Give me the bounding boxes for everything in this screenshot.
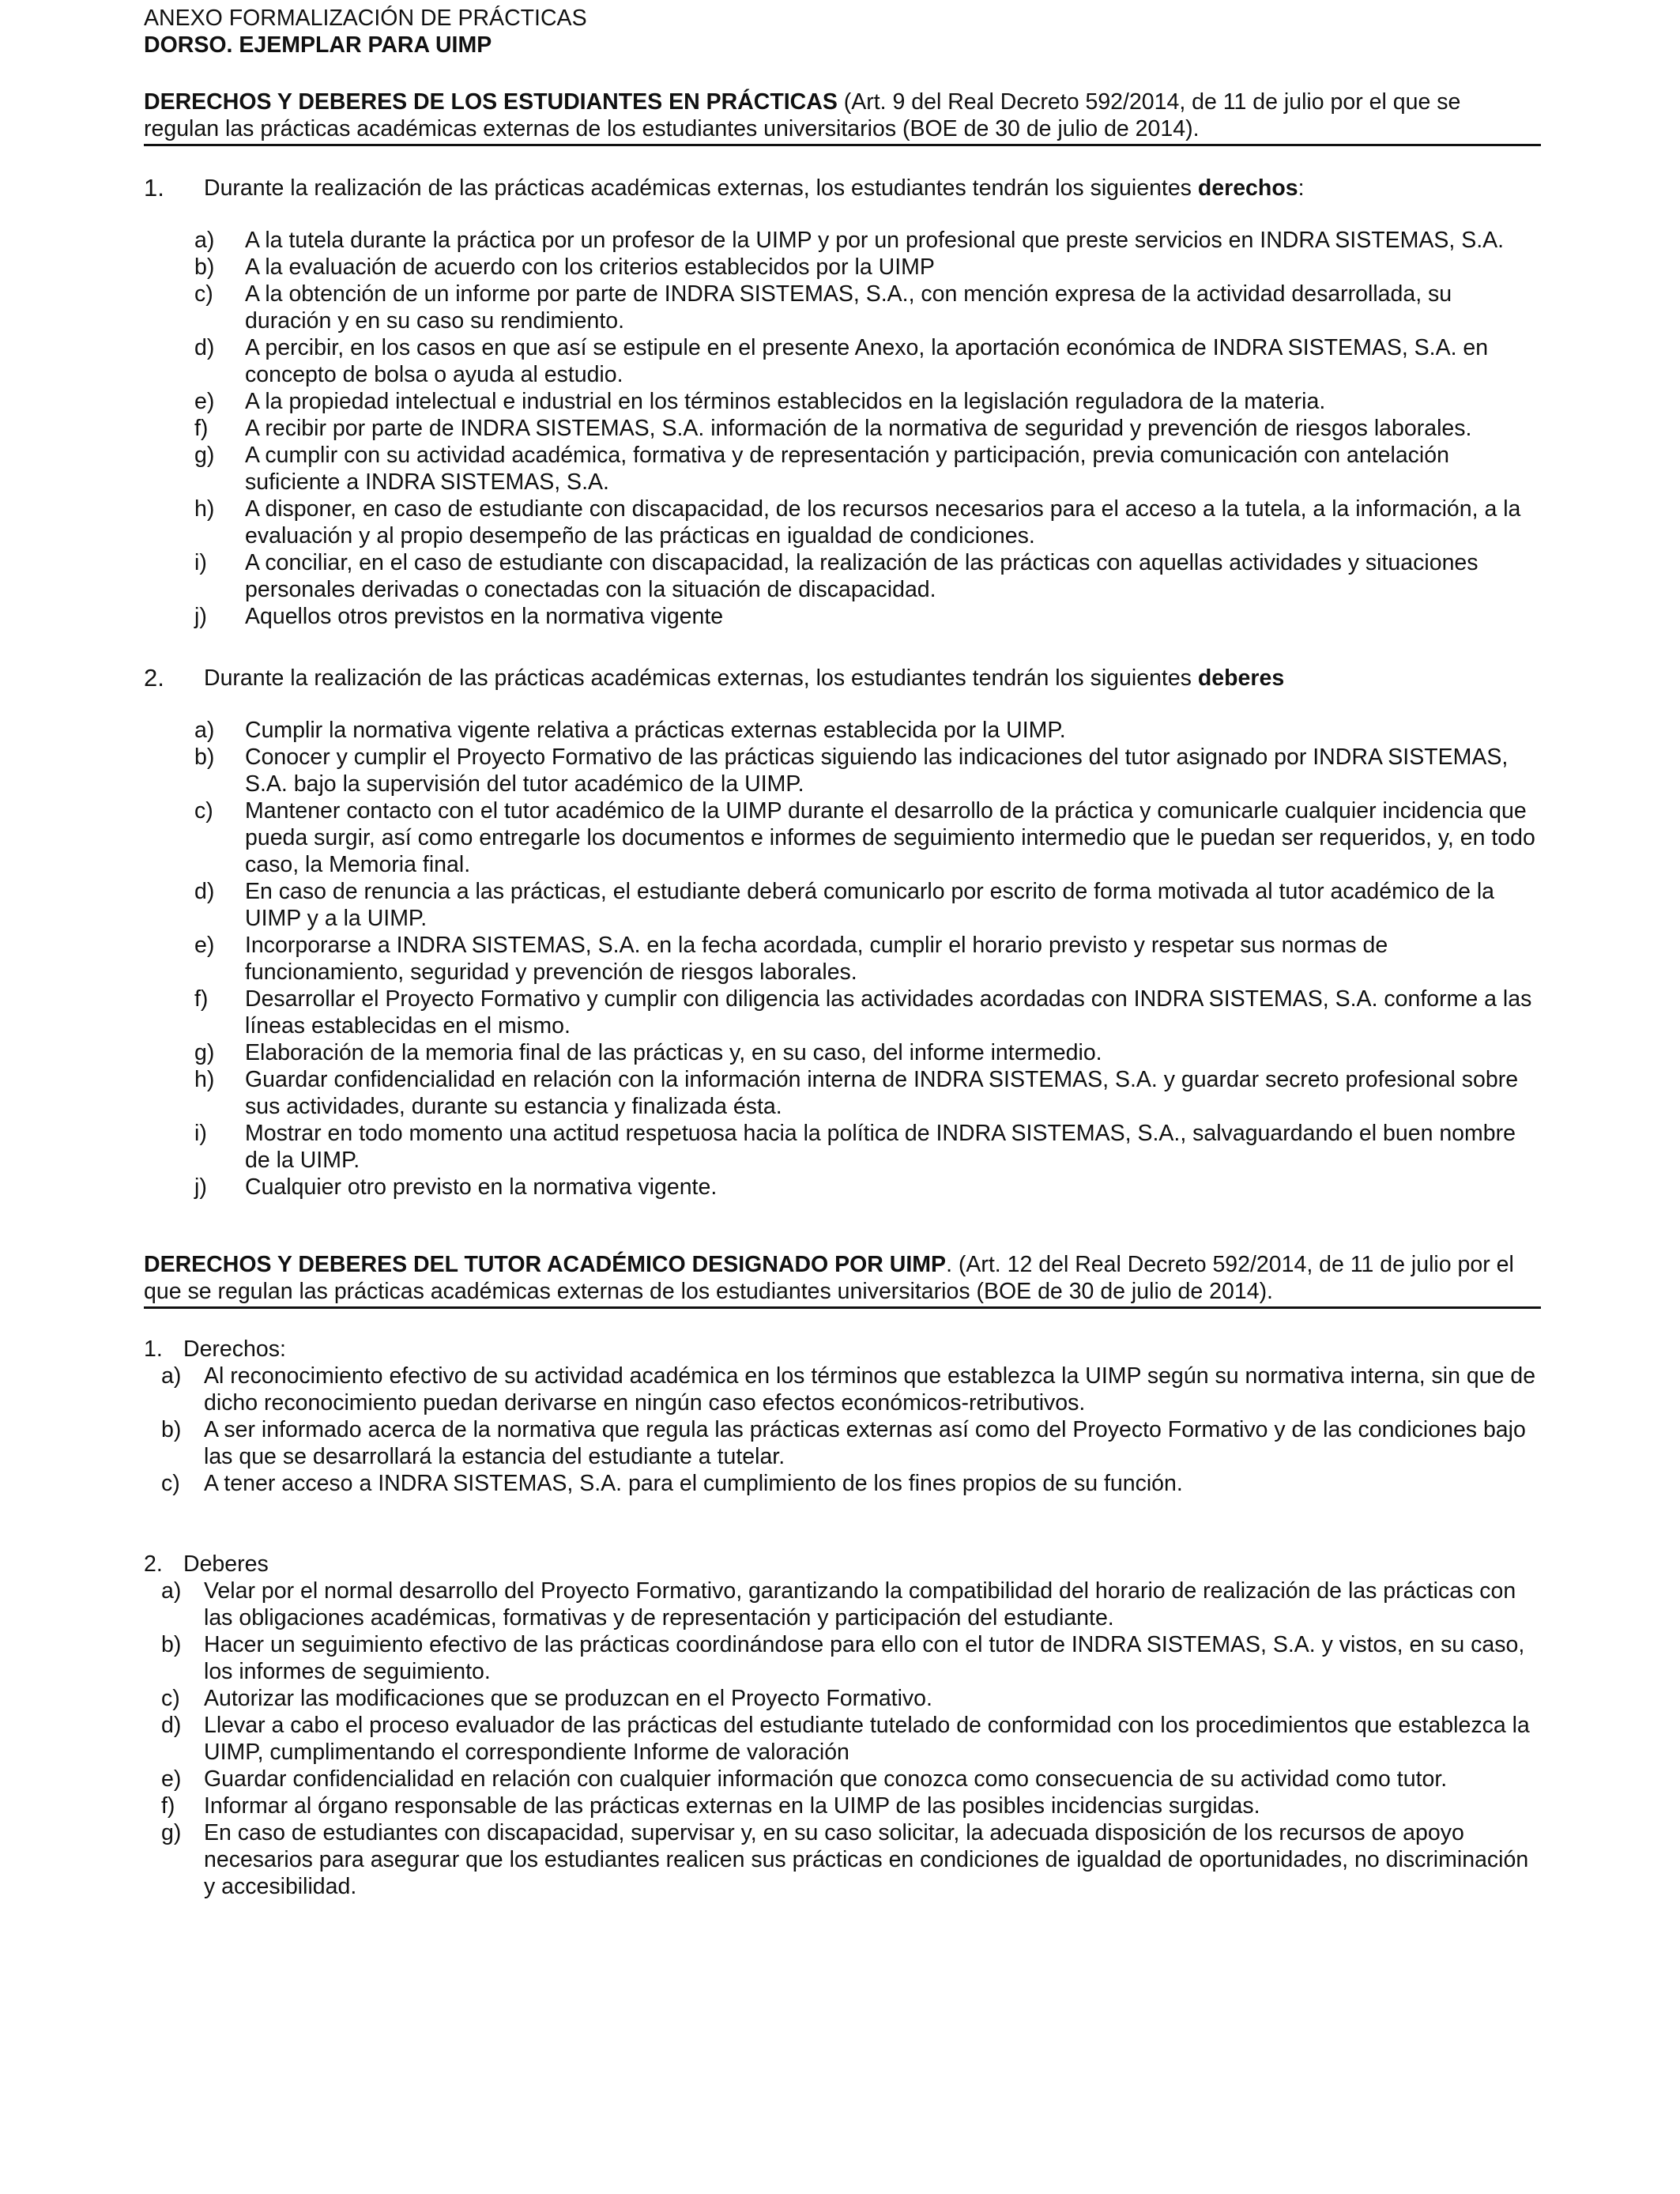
student-duties-list: [144, 717, 1541, 1201]
list-item-text: Velar por el normal desarrollo del Proyecto Formativo, garantizando la compatibilidad del horario de realización de las prácticas con las obligaciones académicas, formativas y de representación y participación del estudiante.: [204, 1578, 1516, 1630]
list-item-text: A la evaluación de acuerdo con los criterios establecidos por la UIMP: [245, 254, 935, 280]
list-item-label: g): [194, 443, 215, 468]
student-duty-item: [144, 932, 1541, 986]
list-item-label: a): [161, 1363, 182, 1389]
list-item-label: f): [194, 986, 209, 1012]
list-item-label: b): [161, 1417, 182, 1442]
annex-title: ANEXO FORMALIZACIÓN DE PRÁCTICAS: [144, 6, 587, 31]
student-duty-item: [144, 1039, 1541, 1066]
student-right-item: [144, 549, 1541, 603]
student-duty-item: [144, 1066, 1541, 1120]
list-item-label: g): [161, 1820, 182, 1845]
list-item-label: b): [161, 1632, 182, 1657]
student-right-item: [144, 254, 1541, 281]
tutor-duty-item: [144, 1578, 1541, 1631]
list-item-text: Mantener contacto con el tutor académico de la UIMP durante el desarrollo de la práctica y comunicarle cualquier incidencia que pueda surgir, así como entregarle los documentos e informes de seguimiento intermedio que le puedan ser requeridos, y, en todo caso, la Memoria final.: [245, 798, 1535, 877]
student-right-item: [144, 496, 1541, 549]
list-item-text: Conocer y cumplir el Proyecto Formativo de las prácticas siguiendo las indicaciones del tutor asignado por INDRA SISTEMAS, S.A. bajo la supervisión del tutor académico de la UIMP.: [245, 745, 1509, 797]
student-right-item: [144, 281, 1541, 334]
list-item-text: A conciliar, en el caso de estudiante con discapacidad, la realización de las prácticas con aquellas actividades y situaciones personales derivadas o conectadas con la situación de discapacidad.: [245, 550, 1478, 602]
tutor-duty-item: [144, 1631, 1541, 1685]
student-duty-item: [144, 1120, 1541, 1174]
student-rights-intro: [144, 175, 1541, 202]
list-item-label: g): [194, 1040, 215, 1065]
student-rights-suffix: :: [1298, 175, 1305, 201]
students-section-title: DERECHOS Y DEBERES DE LOS ESTUDIANTES EN PRÁCTICAS: [144, 89, 838, 115]
list-item-text: En caso de estudiantes con discapacidad, supervisar y, en su caso solicitar, la adecuada disposición de los recursos de apoyo necesarios para asegurar que los estudiantes realicen sus prácticas en condiciones de igualdad de oportunidades, no discriminación y accesibilidad.: [204, 1820, 1529, 1899]
list-item-text: En caso de renuncia a las prácticas, el estudiante deberá comunicarlo por escrito de forma motivada al tutor académico de la UIMP y a la UIMP.: [245, 879, 1495, 931]
list-item-text: Incorporarse a INDRA SISTEMAS, S.A. en la fecha acordada, cumplir el horario previsto y respetar sus normas de funcionamiento, seguridad y prevención de riesgos laborales.: [245, 933, 1388, 985]
copy-label: DORSO. EJEMPLAR PARA UIMP: [144, 32, 492, 58]
student-rights-list: [144, 227, 1541, 630]
student-duties-intro: [144, 665, 1541, 692]
list-item-label: d): [194, 879, 215, 904]
list-item-text: A percibir, en los casos en que así se estipule en el presente Anexo, la aportación económica de INDRA SISTEMAS, S.A. en concepto de bolsa o ayuda al estudio.: [245, 335, 1489, 387]
tutor-duties-number: 2.: [144, 1551, 163, 1577]
list-item-label: e): [194, 389, 215, 414]
tutor-section-heading: [144, 1251, 1541, 1309]
student-duties-number: 2.: [144, 664, 164, 692]
list-item-text: Guardar confidencialidad en relación con la información interna de INDRA SISTEMAS, S.A. y guardar secreto profesional sobre sus actividades, durante su estancia y finalizada ésta.: [245, 1067, 1519, 1119]
tutor-duties-heading: [144, 1551, 1541, 1578]
tutor-rights-list: [144, 1363, 1541, 1497]
list-item-text: Cumplir la normativa vigente relativa a prácticas externas establecida por la UIMP.: [245, 718, 1066, 743]
student-right-item: [144, 442, 1541, 496]
student-duty-item: [144, 1174, 1541, 1201]
list-item-text: Elaboración de la memoria final de las prácticas y, en su caso, del informe intermedio.: [245, 1040, 1102, 1065]
list-item-label: b): [194, 254, 215, 280]
tutor-duties-list: [144, 1578, 1541, 1900]
list-item-label: c): [194, 281, 213, 307]
list-item-label: b): [194, 745, 215, 770]
student-duties-keyword: deberes: [1197, 665, 1285, 691]
tutor-duty-item: [144, 1793, 1541, 1819]
list-item-text: A la propiedad intelectual e industrial en los términos establecidos en la legislación reguladora de la materia.: [245, 389, 1326, 414]
list-item-text: A la obtención de un informe por parte de INDRA SISTEMAS, S.A., con mención expresa de la actividad desarrollada, su duración y en su caso su rendimiento.: [245, 281, 1452, 334]
tutor-section-title: DERECHOS Y DEBERES DEL TUTOR ACADÉMICO DESIGNADO POR UIMP: [144, 1252, 947, 1277]
student-right-item: [144, 227, 1541, 254]
student-duty-item: [144, 797, 1541, 878]
student-right-item: [144, 388, 1541, 415]
list-item-label: j): [194, 604, 207, 629]
document-page: [144, 5, 1541, 1900]
tutor-right-item: [144, 1416, 1541, 1470]
list-item-label: i): [194, 550, 207, 575]
students-section-heading: [144, 89, 1541, 146]
list-item-text: A recibir por parte de INDRA SISTEMAS, S.A. información de la normativa de seguridad y prevención de riesgos laborales.: [245, 416, 1472, 441]
list-item-text: A cumplir con su actividad académica, formativa y de representación y participación, previa comunicación con antelación suficiente a INDRA SISTEMAS, S.A.: [245, 443, 1449, 495]
list-item-label: f): [194, 416, 209, 441]
student-duty-item: [144, 986, 1541, 1039]
list-item-text: Mostrar en todo momento una actitud respetuosa hacia la política de INDRA SISTEMAS, S.A., salvaguardando el buen nombre de la UIMP.: [245, 1121, 1516, 1173]
list-item-label: h): [194, 496, 215, 522]
list-item-text: Aquellos otros previstos en la normativa vigente: [245, 604, 724, 629]
list-item-label: c): [161, 1471, 180, 1496]
list-item-label: c): [161, 1686, 180, 1711]
list-item-text: Informar al órgano responsable de las prácticas externas en la UIMP de las posibles incidencias surgidas.: [204, 1793, 1260, 1819]
student-duty-item: [144, 744, 1541, 797]
list-item-text: A disponer, en caso de estudiante con discapacidad, de los recursos necesarios para el acceso a la tutela, a la información, a la evaluación y al propio desempeño de las prácticas en igualdad de condiciones.: [245, 496, 1521, 548]
list-item-text: A la tutela durante la práctica por un profesor de la UIMP y por un profesional que preste servicios en INDRA SISTEMAS, S.A.: [245, 228, 1505, 253]
tutor-duty-item: [144, 1766, 1541, 1793]
list-item-label: h): [194, 1067, 215, 1092]
list-item-text: Cualquier otro previsto en la normativa vigente.: [245, 1174, 718, 1200]
list-item-label: c): [194, 798, 213, 824]
list-item-text: Autorizar las modificaciones que se produzcan en el Proyecto Formativo.: [204, 1686, 932, 1711]
student-right-item: [144, 603, 1541, 630]
tutor-duty-item: [144, 1819, 1541, 1900]
list-item-label: j): [194, 1174, 207, 1200]
list-item-label: e): [194, 933, 215, 958]
list-item-label: d): [161, 1713, 182, 1738]
list-item-label: i): [194, 1121, 207, 1146]
list-item-text: Hacer un seguimiento efectivo de las prácticas coordinándose para ello con el tutor de INDRA SISTEMAS, S.A. y vistos, en su caso, los informes de seguimiento.: [204, 1632, 1525, 1684]
student-right-item: [144, 415, 1541, 442]
student-duties-intro-text: Durante la realización de las prácticas académicas externas, los estudiantes tendrán los siguientes: [204, 665, 1198, 691]
tutor-duty-item: [144, 1685, 1541, 1712]
student-rights-number: 1.: [144, 174, 164, 202]
list-item-text: A ser informado acerca de la normativa que regula las prácticas externas así como del Proyecto Formativo y de las condiciones bajo las que se desarrollará la estancia del estudiante a tutelar.: [204, 1417, 1526, 1469]
student-rights-keyword: derechos: [1197, 175, 1298, 201]
student-rights-intro-text: Durante la realización de las prácticas académicas externas, los estudiantes tendrán los siguientes: [204, 175, 1198, 201]
tutor-rights-heading: [144, 1336, 1541, 1363]
list-item-label: f): [161, 1793, 175, 1819]
list-item-label: a): [194, 718, 215, 743]
students-section-reference: (Art. 9 del Real Decreto 592/2014, de 11 de julio por el que se regulan las prácticas académicas externas de los estudiantes universitarios (BOE de 30 de julio de 2014).: [144, 89, 1461, 141]
list-item-text: A tener acceso a INDRA SISTEMAS, S.A. para el cumplimiento de los fines propios de su función.: [204, 1471, 1183, 1496]
list-item-text: Al reconocimiento efectivo de su actividad académica en los términos que establezca la UIMP según su normativa interna, sin que de dicho reconocimiento puedan derivarse en ningún caso efectos económicos-retributivos.: [204, 1363, 1536, 1416]
student-right-item: [144, 334, 1541, 388]
tutor-section-reference: . (Art. 12 del Real Decreto 592/2014, de 11 de julio por el que se regulan las prácticas académicas externas de los estudiantes universitarios (BOE de 30 de julio de 2014).: [144, 1252, 1514, 1304]
list-item-text: Llevar a cabo el proceso evaluador de las prácticas del estudiante tutelado de conformidad con los procedimientos que establezca la UIMP, cumplimentando el correspondiente Informe de valoración: [204, 1713, 1530, 1765]
list-item-text: Guardar confidencialidad en relación con cualquier información que conozca como consecuencia de su actividad como tutor.: [204, 1766, 1448, 1792]
tutor-duties-title: Deberes: [183, 1551, 269, 1577]
tutor-rights-title: Derechos:: [183, 1336, 286, 1362]
list-item-label: a): [161, 1578, 182, 1604]
tutor-duty-item: [144, 1712, 1541, 1766]
list-item-label: d): [194, 335, 215, 360]
list-item-label: e): [161, 1766, 182, 1792]
tutor-rights-number: 1.: [144, 1336, 163, 1362]
list-item-label: a): [194, 228, 215, 253]
tutor-right-item: [144, 1363, 1541, 1416]
student-duty-item: [144, 717, 1541, 744]
tutor-right-item: [144, 1470, 1541, 1497]
list-item-text: Desarrollar el Proyecto Formativo y cumplir con diligencia las actividades acordadas con INDRA SISTEMAS, S.A. conforme a las líneas establecidas en el mismo.: [245, 986, 1532, 1039]
student-duty-item: [144, 878, 1541, 932]
